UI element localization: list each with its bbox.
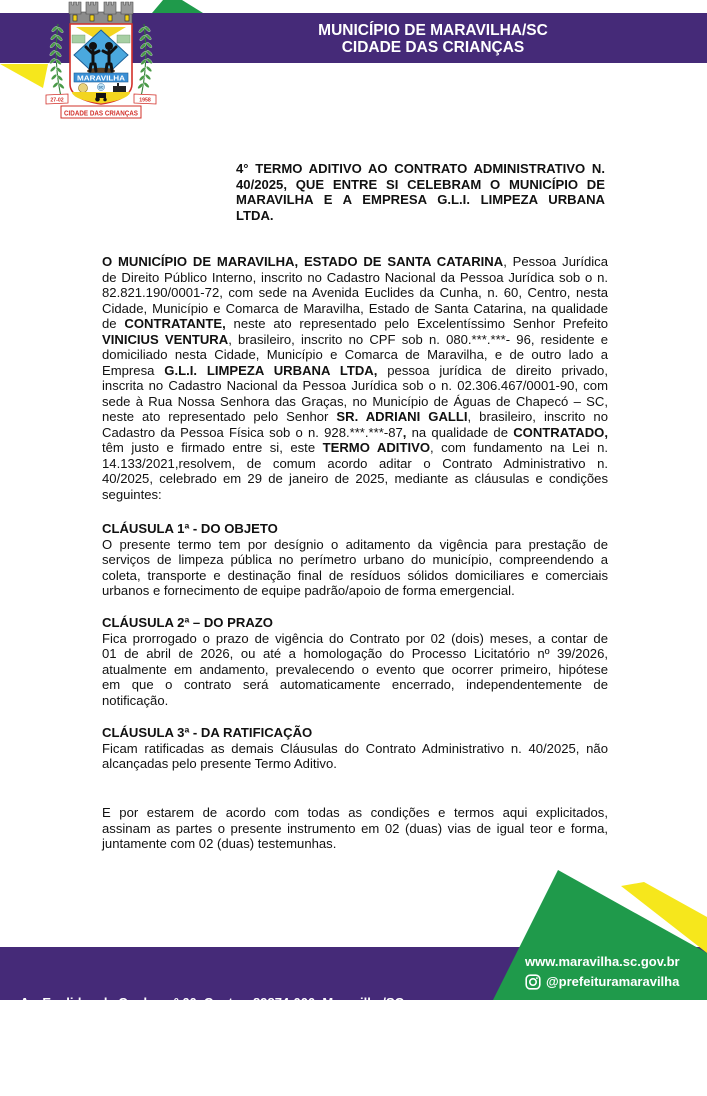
bold-text-run: MARAVILHA E A EMPRESA G.L.I. LIMPEZA URBANA (236, 192, 605, 207)
clause-1 (102, 521, 608, 599)
text-run: urbanos e fornecimento de equipe padrão/apoio de forma emergencial. (102, 583, 515, 598)
text-line (102, 487, 608, 503)
text-run: , brasileiro, inscrito no (467, 409, 608, 424)
text-run: notificação. (102, 692, 169, 708)
text-run: coleta, transporte e destinação final de resíduos sólidos domiciliares e comerciais (102, 567, 608, 583)
coat-of-arms-logo (45, 0, 157, 120)
text-line (102, 741, 608, 757)
text-run: sede à Rua Nossa Senhora das Graças, no Município de Águas de Chapecó – SC, (102, 393, 608, 409)
footer-cnpj-phone: CNPJ: 82.821.190/0001-72 - Fone: (49) 3664-0044 (20, 1046, 326, 1061)
crest-motto: CIDADE DAS CRIANÇAS (64, 108, 139, 118)
text-line (102, 409, 608, 425)
text-line (236, 177, 605, 193)
text-line (102, 568, 608, 584)
clause-body (102, 741, 608, 772)
bold-text-run: , (402, 424, 407, 440)
clause-3 (102, 725, 608, 772)
text-line (102, 425, 608, 441)
bold-text-run: O MUNICÍPIO DE MARAVILHA, ESTADO DE SANTA CATARINA (102, 254, 504, 269)
footer-website: www.maravilha.sc.gov.br (525, 954, 680, 969)
text-run: 40/2025, celebrado em 29 de janeiro de 2025, mediante as cláusulas e condições (102, 471, 608, 486)
text-run: de Direito Público Interno, inscrito no Cadastro Nacional da Pessoa Jurídica sob o n. (102, 269, 608, 285)
text-run: assinam as partes o presente instrumento em 02 (duas) vias de igual teor e forma, (102, 820, 608, 836)
text-line (102, 456, 608, 472)
text-run: serviços de limpeza pública no perímetro urbano do município, compreendendo a (102, 552, 608, 567)
text-line (102, 285, 608, 301)
bold-text-run: TERMO ADITIVO (322, 440, 431, 455)
text-run: domiciliado nesta Cidade, Município e Comarca de Maravilha, e de outro lado a (102, 347, 608, 362)
laurel-right-icon (137, 24, 153, 101)
mural-crown-icon (69, 2, 133, 25)
bold-text-run: VINICIUS VENTURA (102, 331, 229, 347)
text-run: em que o contrato será automaticamente encerrado, independentemente de (102, 677, 608, 692)
text-run: têm justo e firmado entre si, este (102, 440, 323, 455)
crest-date-right: 1958 (139, 97, 151, 104)
municipality-slogan: CIDADE DAS CRIANÇAS (341, 38, 525, 56)
bold-text-run: CONTRATADO, (513, 424, 608, 440)
text-line (102, 583, 608, 599)
clause-heading: CLÁUSULA 2ª – DO PRAZO (102, 615, 273, 630)
text-line (102, 316, 608, 332)
text-run: , Pessoa Jurídica (503, 254, 608, 269)
text-line (102, 756, 608, 772)
bold-text-run: 40/2025, QUE ENTRE SI CELEBRAM O MUNICÍPIO DE (236, 176, 605, 192)
text-run: 01 de abril de 2026, ou até a homologação do Processo Licitatório nº 39/2026, (102, 646, 608, 661)
text-run: Cadastro da Pessoa Física sob o n. 928.***.***-87 (102, 424, 403, 440)
text-run: Fica prorrogado o prazo de vigência do Contrato por 02 (dois) meses, a contar de (102, 630, 608, 646)
gear-icon (79, 84, 88, 93)
text-line (102, 537, 608, 553)
text-run: Ficam ratificadas as demais Cláusulas do Contrato Administrativo n. 40/2025, não (102, 740, 608, 756)
crest-state-text: SC (98, 85, 104, 90)
text-line (236, 161, 605, 177)
instagram-handle: @prefeituramaravilha (546, 974, 680, 989)
text-run: alcançadas pelo presente Termo Aditivo. (102, 756, 337, 771)
text-run: na qualidade de (406, 424, 514, 440)
text-line (236, 192, 605, 208)
text-line (102, 347, 608, 363)
preamble-paragraph (102, 254, 608, 502)
text-line (102, 254, 608, 270)
letterhead-title (283, 23, 583, 56)
text-run: atualmente em andamento, prevalecendo o evento que ocorrer primeiro, hipótese (102, 661, 608, 677)
shield-icon (70, 24, 132, 104)
text-line (236, 208, 605, 224)
text-run: neste ato representado pelo Senhor (102, 409, 337, 424)
text-line (102, 301, 608, 317)
text-line (102, 471, 608, 487)
footer-instagram (525, 973, 680, 990)
text-line (102, 821, 608, 837)
text-line (102, 552, 608, 568)
text-line (102, 378, 608, 394)
text-run: neste ato representado pelo Excelentíssimo Senhor Prefeito (225, 316, 609, 331)
text-run: , brasileiro, inscrito no CPF sob n. 080.***.***- 96, residente e (228, 331, 608, 347)
text-line (102, 270, 608, 286)
text-line (102, 363, 608, 379)
municipality-name: MUNICÍPIO DE MARAVILHA/SC (318, 22, 548, 39)
clause-heading: CLÁUSULA 1ª - DO OBJETO (102, 521, 278, 536)
text-run: 82.821.190/0001-72, com sede na Avenida Euclides da Cunha, n. 60, Centro, nesta (102, 285, 608, 300)
text-run: juntamente com 02 (duas) testemunhas. (102, 836, 337, 851)
clause-heading: CLÁUSULA 3ª - DA RATIFICAÇÃO (102, 725, 313, 740)
crest-date-left: 27-02 (50, 97, 64, 104)
text-run: E por estarem de acordo com todas as condições e termos aqui explicitados, (102, 805, 608, 820)
laurel-left-icon (49, 24, 65, 101)
crest-banner-text: MARAVILHA (77, 73, 125, 83)
bold-text-run: SR. ADRIANI GALLI (336, 409, 468, 424)
text-run: de (102, 316, 125, 331)
text-run: O presente termo tem por desígnio o aditamento da vigência para prestação de (102, 536, 608, 552)
text-run: Empresa (102, 362, 165, 378)
document-title (236, 161, 605, 223)
footer-address: Av. Euclides da Cunha, nº 60, Centro, 89874-000, Maravilha/SC (20, 995, 405, 1010)
bold-text-run: LTDA. (236, 207, 274, 223)
text-line (102, 677, 608, 693)
text-line (102, 693, 608, 709)
text-line (102, 836, 608, 852)
text-line (102, 631, 608, 647)
instagram-icon (525, 974, 541, 990)
text-line (102, 805, 608, 821)
text-run: pessoa jurídica de direito privado, (377, 362, 608, 378)
footer-contact (20, 960, 404, 1096)
footer-online (525, 953, 680, 990)
bold-text-run: CONTRATANTE, (124, 316, 226, 331)
text-run: seguintes: (102, 486, 162, 502)
clause-body (102, 537, 608, 599)
header-yellow-accent (0, 64, 48, 88)
bold-text-run: 4° TERMO ADITIVO AO CONTRATO ADMINISTRATIVO N. (236, 161, 605, 176)
text-line (102, 440, 608, 456)
text-run: Cidade, Município e Comarca de Maravilha, Estado de Santa Catarina, na qualidade (102, 300, 608, 316)
text-run: , com fundamento na Lei n. (430, 440, 608, 455)
text-line (102, 332, 608, 348)
text-line (102, 662, 608, 678)
header-green-accent (152, 0, 203, 13)
text-line (102, 646, 608, 662)
clause-2 (102, 615, 608, 708)
text-run: 14.133/2021,resolvem, de comum acordo aditar o Contrato Administrativo n. (102, 455, 608, 471)
clause-body (102, 631, 608, 709)
bold-text-run: G.L.I. LIMPEZA URBANA LTDA, (164, 362, 378, 378)
text-line (102, 394, 608, 410)
text-run: inscrita no Cadastro Nacional da Pessoa Jurídica sob o n. 02.306.467/0001-90, com (102, 378, 608, 393)
closing-paragraph (102, 805, 608, 852)
